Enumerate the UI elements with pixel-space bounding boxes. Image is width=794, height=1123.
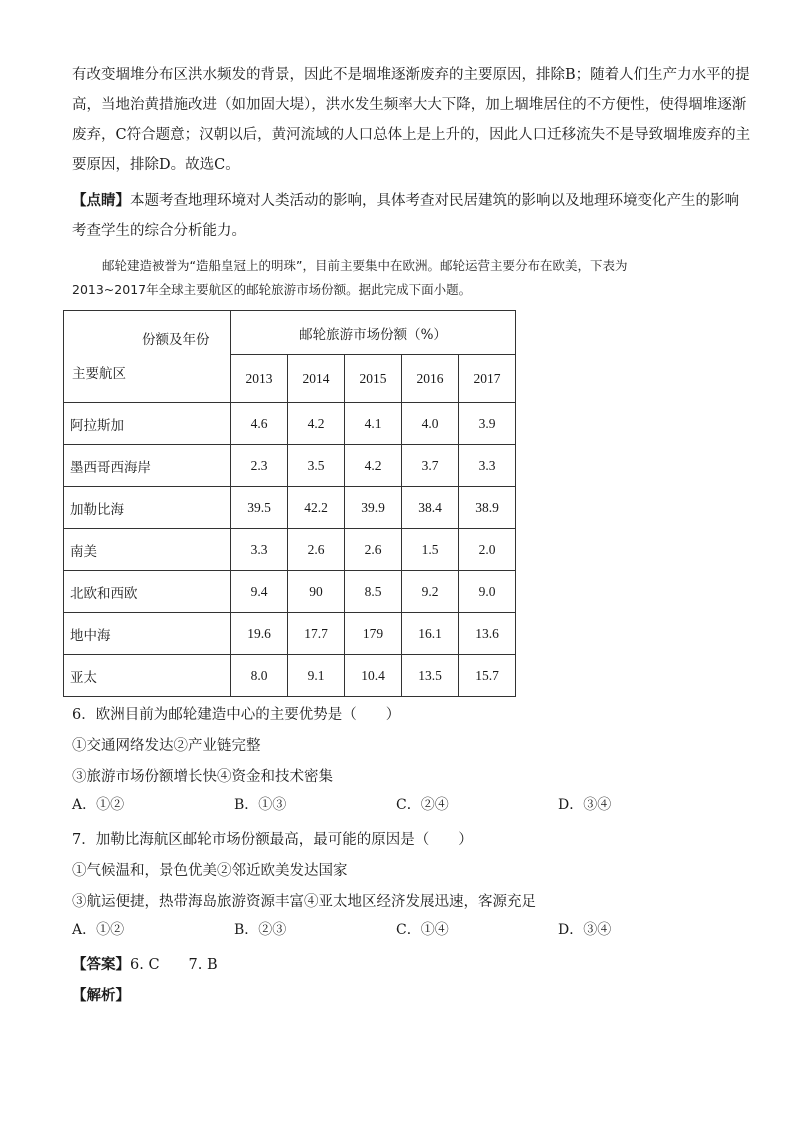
option-b[interactable]: B．②③ <box>234 922 287 938</box>
year-header: 2017 <box>459 355 516 403</box>
question-intro <box>72 254 732 302</box>
question-6-stem: 6．欧洲目前为邮轮建造中心的主要优势是（ ） <box>72 707 401 723</box>
year-header: 2014 <box>288 355 345 403</box>
question-6-statements-1: ①交通网络发达②产业链完整 <box>72 738 261 754</box>
share-value: 15.7 <box>459 655 516 697</box>
share-value: 2.6 <box>345 529 402 571</box>
share-value: 4.0 <box>402 403 459 445</box>
share-value: 4.1 <box>345 403 402 445</box>
diagonal-header-top: 份额及年份 <box>142 331 210 348</box>
intro-line-1: 邮轮建造被誉为“造船皇冠上的明珠”，目前主要集中在欧洲。邮轮运营主要分布在欧美，下表为 <box>102 258 628 273</box>
share-value: 4.6 <box>231 403 288 445</box>
share-value: 42.2 <box>288 487 345 529</box>
area-name: 亚太 <box>64 655 231 697</box>
share-value: 39.5 <box>231 487 288 529</box>
share-value: 8.5 <box>345 571 402 613</box>
share-value: 2.0 <box>459 529 516 571</box>
table-row <box>64 403 516 445</box>
share-value: 3.9 <box>459 403 516 445</box>
table-row <box>64 571 516 613</box>
question-7-stem: 7．加勒比海航区邮轮市场份额最高，最可能的原因是（ ） <box>72 832 473 848</box>
question-7-statements-2: ③航运便捷，热带海岛旅游资源丰富④亚太地区经济发展迅速，客源充足 <box>72 894 536 910</box>
paragraph-line: 高，当地治黄措施改进（如加固大堤），洪水发生频率大大下降，加上堌堆居住的不方便性，使得堌堆逐渐 <box>72 97 747 113</box>
share-value: 13.6 <box>459 613 516 655</box>
comment-text-2: 考查学生的综合分析能力。 <box>72 223 246 239</box>
area-name: 加勒比海 <box>64 487 231 529</box>
year-header: 2016 <box>402 355 459 403</box>
area-name: 阿拉斯加 <box>64 403 231 445</box>
share-value: 16.1 <box>402 613 459 655</box>
question-7-statements-1: ①气候温和，景色优美②邻近欧美发达国家 <box>72 863 348 879</box>
share-value: 38.4 <box>402 487 459 529</box>
area-name: 墨西哥西海岸 <box>64 445 231 487</box>
share-value: 3.3 <box>231 529 288 571</box>
share-value: 38.9 <box>459 487 516 529</box>
year-header: 2015 <box>345 355 402 403</box>
table-row <box>64 529 516 571</box>
share-value: 4.2 <box>345 445 402 487</box>
option-d[interactable]: D．③④ <box>558 922 612 938</box>
question-6-options <box>72 794 732 824</box>
question-6-statements-2: ③旅游市场份额增长快④资金和技术密集 <box>72 769 333 785</box>
analysis-paragraph <box>72 60 751 180</box>
table-row <box>64 655 516 697</box>
comment-text: 本题考查地理环境对人类活动的影响，具体考查对民居建筑的影响以及地理环境变化产生的影响 <box>130 193 739 209</box>
question-7-options <box>72 919 732 949</box>
analysis-label: 【解析】 <box>72 987 130 1004</box>
share-value: 2.6 <box>288 529 345 571</box>
answer-line <box>72 950 218 980</box>
table-row <box>64 487 516 529</box>
analysis-line <box>72 981 130 1011</box>
share-value: 2.3 <box>231 445 288 487</box>
share-value: 9.0 <box>459 571 516 613</box>
answer-text: 6. C 7. B <box>130 957 218 973</box>
share-value: 3.3 <box>459 445 516 487</box>
share-value: 17.7 <box>288 613 345 655</box>
group-header: 邮轮旅游市场份额（%） <box>231 311 516 355</box>
share-value: 90 <box>288 571 345 613</box>
share-value: 1.5 <box>402 529 459 571</box>
share-value: 4.2 <box>288 403 345 445</box>
share-value: 10.4 <box>345 655 402 697</box>
table-row <box>64 613 516 655</box>
table-row <box>64 445 516 487</box>
option-b[interactable]: B．①③ <box>234 797 287 813</box>
share-value: 3.7 <box>402 445 459 487</box>
area-name: 南美 <box>64 529 231 571</box>
option-a[interactable]: A．①② <box>72 797 125 813</box>
share-value: 9.4 <box>231 571 288 613</box>
option-c[interactable]: C．①④ <box>396 922 449 938</box>
share-value: 39.9 <box>345 487 402 529</box>
answer-label: 【答案】 <box>72 956 130 973</box>
option-d[interactable]: D．③④ <box>558 797 612 813</box>
paragraph-line: 有改变堌堆分布区洪水频发的背景，因此不是堌堆逐渐废弃的主要原因，排除B；随着人们生产力水平的提 <box>72 67 750 83</box>
paragraph-line: 要原因，排除D。故选C。 <box>72 157 240 173</box>
diagonal-header-bottom: 主要航区 <box>72 365 126 382</box>
share-value: 9.2 <box>402 571 459 613</box>
share-value: 19.6 <box>231 613 288 655</box>
share-value: 9.1 <box>288 655 345 697</box>
comment-block <box>72 186 739 246</box>
year-header: 2013 <box>231 355 288 403</box>
paragraph-line: 废弃，C符合题意；汉朝以后，黄河流域的人口总体上是上升的，因此人口迁移流失不是导致堌堆废弃的主 <box>72 127 751 143</box>
share-value: 3.5 <box>288 445 345 487</box>
intro-line-2: 2013~2017年全球主要航区的邮轮旅游市场份额。据此完成下面小题。 <box>72 282 472 297</box>
share-value: 13.5 <box>402 655 459 697</box>
area-name: 北欧和西欧 <box>64 571 231 613</box>
area-name: 地中海 <box>64 613 231 655</box>
comment-label: 【点睛】 <box>72 192 130 209</box>
option-a[interactable]: A．①② <box>72 922 125 938</box>
share-value: 179 <box>345 613 402 655</box>
share-value: 8.0 <box>231 655 288 697</box>
option-c[interactable]: C．②④ <box>396 797 449 813</box>
cruise-market-share-table <box>63 310 516 697</box>
diagonal-header-cell <box>64 311 231 403</box>
